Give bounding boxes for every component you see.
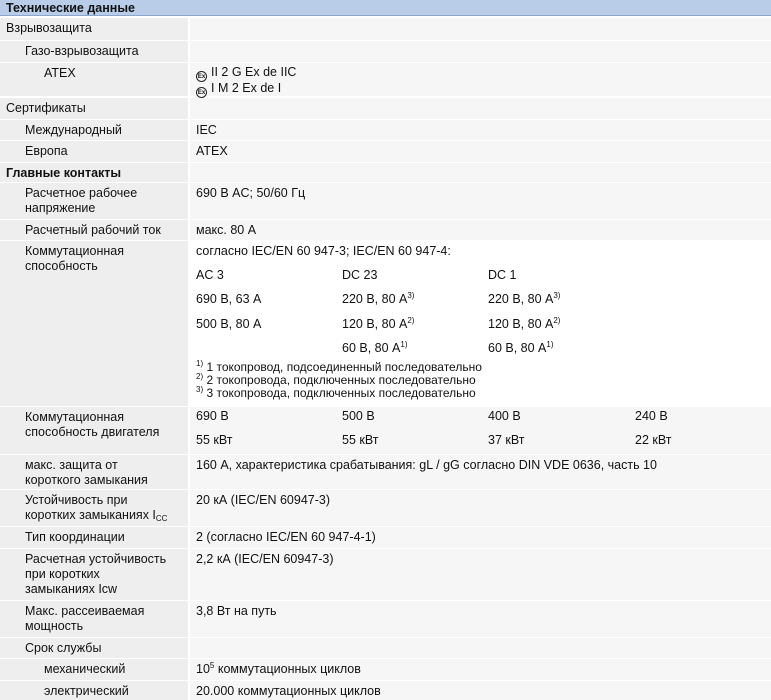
switching-cell: 120 В, 80 $А^{2)}$ bbox=[488, 316, 561, 331]
rated-withstand-label-line-3: замыканиях Icw bbox=[25, 582, 118, 596]
row-service-life bbox=[0, 638, 771, 658]
row-rated-withstand bbox=[0, 549, 771, 600]
withstand-label-line-1: Устойчивость при bbox=[25, 493, 128, 507]
switching-label-line-1: Коммутационная bbox=[25, 244, 124, 258]
power-loss-label-line-1: Макс. рассеиваемая bbox=[25, 604, 145, 618]
row-switching-capacity bbox=[0, 241, 771, 406]
row-short-circuit-withstand bbox=[0, 490, 771, 526]
row-main-contacts bbox=[0, 163, 771, 182]
col-header-dc23: DC 23 bbox=[342, 268, 378, 282]
footnote-1: $^{1)}$ 1 токопровод, подсоединенный последовательно bbox=[196, 359, 482, 374]
short-circuit-label-line-1: макс. защита от bbox=[25, 458, 118, 472]
rated-voltage-label-line-2: напряжение bbox=[25, 201, 96, 215]
withstand-label-line-2: коротких замыканиях $I_{CC}$ bbox=[25, 508, 168, 523]
switching-cell: 220 В, 80 $А^{3)}$ bbox=[488, 291, 561, 306]
motor-voltage: 400 В bbox=[488, 409, 521, 423]
footnote-2: $^{2)}$ 2 токопровода, подключенных последовательно bbox=[196, 372, 476, 387]
certificates-value bbox=[190, 98, 771, 119]
row-coordination bbox=[0, 527, 771, 548]
short-circuit-label-line-2: короткого замыкания bbox=[25, 473, 148, 487]
switching-label-line-2: способность bbox=[25, 259, 98, 273]
switching-cell: 220 В, 80 $А^{3)}$ bbox=[342, 291, 415, 306]
main-contacts-title: Главные контакты bbox=[0, 163, 188, 182]
switching-capacity-table bbox=[190, 241, 771, 406]
row-motor-switching bbox=[0, 407, 771, 454]
row-atex bbox=[0, 63, 771, 96]
short-circuit-label bbox=[0, 455, 188, 489]
row-explosion bbox=[0, 18, 771, 40]
motor-voltage: 240 В bbox=[635, 409, 668, 423]
coordination-value: 2 (согласно IEC/EN 60 947-4-1) bbox=[190, 527, 771, 548]
atex-line-1 bbox=[196, 66, 771, 82]
short-circuit-value: 160 А, характеристика срабатывания: gL / gG согласно DIN VDE 0636, часть 10 bbox=[190, 455, 771, 489]
row-europe bbox=[0, 141, 771, 162]
power-loss-value: 3,8 Вт на путь bbox=[190, 601, 771, 637]
footnote-3: $^{3)}$ 3 токопровода, подключенных последовательно bbox=[196, 385, 476, 400]
withstand-label bbox=[0, 490, 188, 526]
motor-label-line-1: Коммутационная bbox=[25, 410, 124, 424]
service-life-label: Срок службы bbox=[0, 638, 188, 658]
switching-cell: 120 В, 80 $А^{2)}$ bbox=[342, 316, 415, 331]
motor-switching-label bbox=[0, 407, 188, 454]
row-power-loss bbox=[0, 601, 771, 637]
switching-cell: 500 В, 80 А bbox=[196, 317, 262, 331]
rated-voltage-value: 690 В AC; 50/60 Гц bbox=[190, 183, 771, 219]
mechanical-label: механический bbox=[0, 659, 188, 680]
power-loss-label-line-2: мощность bbox=[25, 619, 84, 633]
rated-voltage-label-line-1: Расчетное рабочее bbox=[25, 186, 138, 200]
atex-line-2 bbox=[196, 82, 771, 98]
electrical-value: 20.000 коммутационных циклов bbox=[190, 681, 771, 700]
explosion-value bbox=[190, 18, 771, 40]
rated-withstand-value: 2,2 кА (IEC/EN 60947-3) bbox=[190, 549, 771, 600]
switching-capacity-label bbox=[0, 241, 188, 406]
switching-intro: согласно IEC/EN 60 947-3; IEC/EN 60 947-4: bbox=[196, 244, 451, 258]
europe-label: Европа bbox=[0, 141, 188, 162]
gas-label: Газо-взрывозащита bbox=[0, 41, 188, 62]
atex-marking-1: II 2 G Ex de IIC bbox=[211, 65, 297, 79]
motor-power: 55 кВт bbox=[342, 433, 379, 447]
row-short-circuit-protection bbox=[0, 455, 771, 489]
international-value: IEC bbox=[190, 120, 771, 140]
explosion-title: Взрывозащита bbox=[0, 18, 188, 40]
rated-voltage-label bbox=[0, 183, 188, 219]
switching-cell: 60 В, 80 $А^{1)}$ bbox=[342, 340, 408, 355]
row-mechanical-life bbox=[0, 659, 771, 680]
col-header-dc1: DC 1 bbox=[488, 268, 517, 282]
atex-label: ATEX bbox=[0, 63, 188, 96]
withstand-value: 20 кА (IEC/EN 60947-3) bbox=[190, 490, 771, 526]
rated-current-value: макс. 80 А bbox=[190, 220, 771, 240]
row-rated-current bbox=[0, 220, 771, 240]
row-international bbox=[0, 120, 771, 140]
rated-withstand-label-line-2: при коротких bbox=[25, 567, 100, 581]
ex-mark-icon: Ex bbox=[196, 71, 207, 82]
international-label: Международный bbox=[0, 120, 188, 140]
ex-mark-icon: Ex bbox=[196, 87, 207, 98]
certificates-title: Сертификаты bbox=[0, 98, 188, 119]
power-loss-label bbox=[0, 601, 188, 637]
motor-power: 22 кВт bbox=[635, 433, 672, 447]
switching-cell: 60 В, 80 $А^{1)}$ bbox=[488, 340, 554, 355]
gas-value bbox=[190, 41, 771, 62]
motor-voltage: 500 В bbox=[342, 409, 375, 423]
europe-value: ATEX bbox=[190, 141, 771, 162]
footnotes bbox=[196, 361, 482, 400]
motor-power: 55 кВт bbox=[196, 433, 233, 447]
coordination-label: Тип координации bbox=[0, 527, 188, 548]
row-rated-voltage bbox=[0, 183, 771, 219]
rated-current-label: Расчетный рабочий ток bbox=[0, 220, 188, 240]
switching-cell: 690 В, 63 А bbox=[196, 292, 262, 306]
mechanical-value: $10^5$ коммутационных циклов bbox=[190, 659, 771, 680]
section-header: Технические данные bbox=[0, 0, 771, 16]
electrical-label: электрический bbox=[0, 681, 188, 700]
rated-withstand-label bbox=[0, 549, 188, 600]
row-certificates bbox=[0, 98, 771, 119]
rated-withstand-label-line-1: Расчетная устойчивость bbox=[25, 552, 167, 566]
motor-switching-values bbox=[190, 407, 771, 454]
main-contacts-value bbox=[190, 163, 771, 182]
atex-value bbox=[190, 63, 771, 96]
motor-power: 37 кВт bbox=[488, 433, 525, 447]
service-life-value bbox=[190, 638, 771, 658]
motor-voltage: 690 В bbox=[196, 409, 229, 423]
motor-label-line-2: способность двигателя bbox=[25, 425, 160, 439]
row-electrical-life bbox=[0, 681, 771, 700]
atex-marking-2: I M 2 Ex de I bbox=[211, 81, 282, 95]
row-gas bbox=[0, 41, 771, 62]
col-header-ac3: AC 3 bbox=[196, 268, 224, 282]
